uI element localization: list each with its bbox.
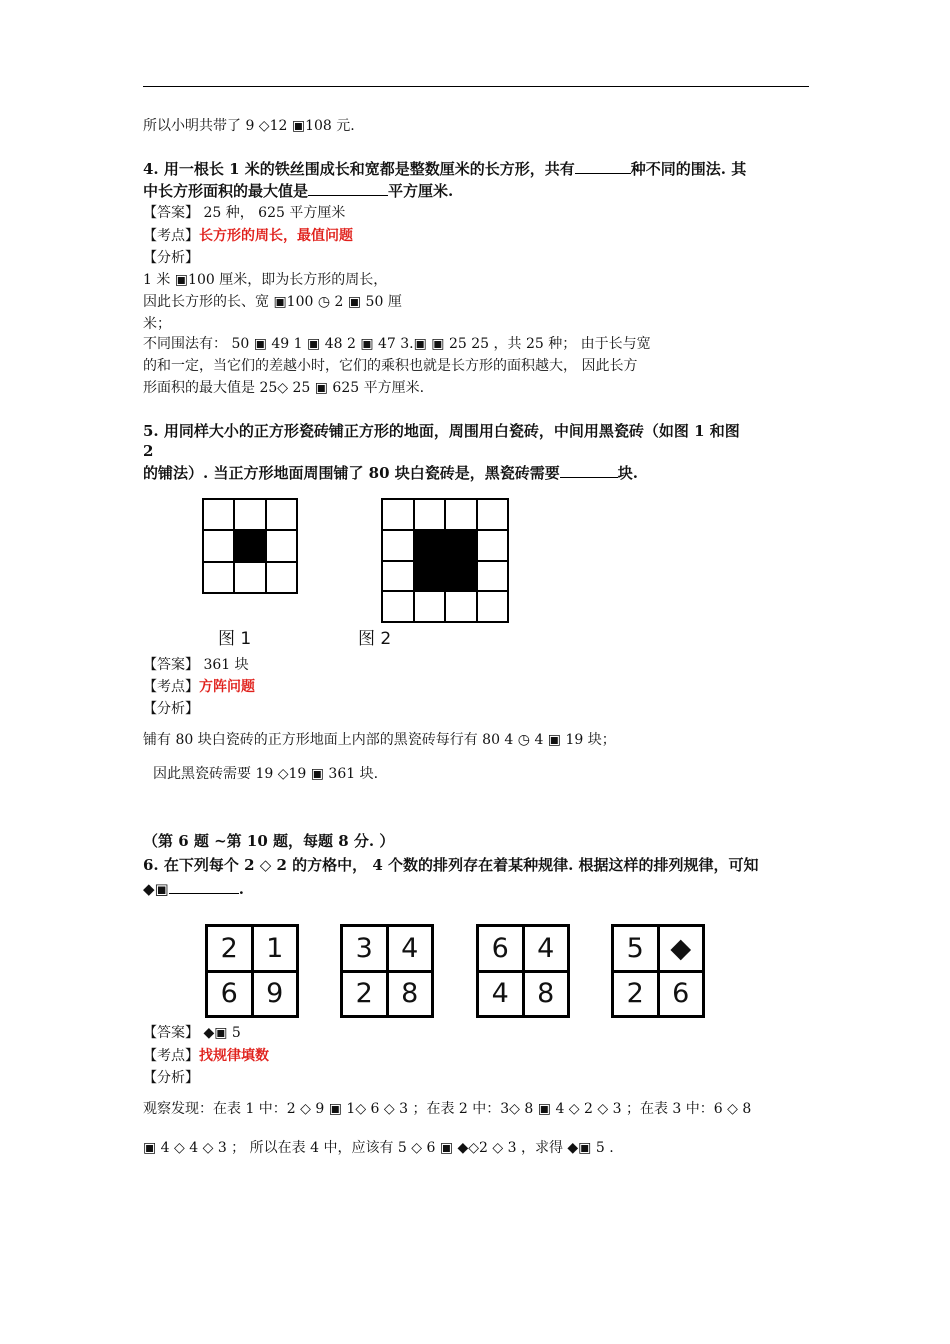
answer-label: 【答案】 (143, 1025, 199, 1041)
answer-label: 【答案】 (143, 205, 199, 221)
white-tile (204, 531, 233, 560)
q5-fenxi-label: 【分析】 (143, 701, 199, 717)
number-table-4 (611, 924, 705, 1018)
figure-2-grid (381, 498, 509, 623)
answer-text: ◆▣ 5 (203, 1025, 241, 1041)
kaodian-label: 【考点】 (143, 679, 199, 695)
q4-text-a: 4. 用一根长 1 米的铁丝围成长和宽都是整数厘米的长方形，共有 (143, 160, 575, 178)
number-table-3 (476, 924, 570, 1018)
q4-blank-1 (575, 159, 631, 174)
white-tile (383, 500, 413, 529)
white-tile (415, 500, 445, 529)
table-cell: 6 (479, 927, 522, 970)
q4-analysis-1: 1 米 ▣100 厘米，即为长方形的周长， (143, 272, 388, 288)
q5-line3 (143, 462, 638, 484)
table-cell: 2 (208, 927, 251, 970)
white-tile (267, 563, 296, 592)
table-cell: 6 (208, 973, 251, 1016)
kaodian-text: 找规律填数 (199, 1048, 269, 1064)
q4-analysis-2: 因此长方形的长、宽 ▣100 ◷ 2 ▣ 50 厘 (143, 294, 402, 310)
white-tile (478, 531, 508, 560)
black-tile (235, 531, 264, 560)
black-tile (446, 531, 476, 560)
answer-text: 25 种， 625 平方厘米 (203, 205, 346, 221)
q5-kaodian (143, 677, 255, 697)
number-table-2 (340, 924, 434, 1018)
figure-2-caption: 图 2 (358, 629, 392, 649)
kaodian-text: 方阵问题 (199, 679, 255, 695)
table-cell: ◆ (660, 927, 703, 970)
white-tile (383, 562, 413, 591)
q6-line2 (143, 878, 244, 900)
q6-text-b: . (238, 880, 244, 898)
q6-line1: 6. 在下列每个 2 ◇ 2 的方格中， 4 个数的排列存在着某种规律. 根据这样的排列规律，可知 (143, 856, 759, 874)
q6-answer (143, 1023, 241, 1043)
table-cell: 1 (254, 927, 297, 970)
white-tile (204, 563, 233, 592)
q4-line2 (143, 180, 453, 202)
q4-analysis-4: 不同围法有： 50 ▣ 49 1 ▣ 48 2 ▣ 47 3.▣ ▣ 25 25 ，共 25 种； 由于长与宽 (143, 336, 651, 352)
white-tile (478, 592, 508, 621)
intro-line: 所以小明共带了 9 ◇12 ▣108 元. (143, 118, 355, 134)
q4-analysis-3: 米； (143, 316, 171, 332)
white-tile (446, 592, 476, 621)
q6-kaodian (143, 1046, 269, 1066)
figure-1-grid (202, 498, 298, 594)
q6-analysis-1: 观察发现：在表 1 中：2 ◇ 9 ▣ 1◇ 6 ◇ 3 ；在表 2 中：3◇ 8 ▣ 4 ◇ 2 ◇ 3 ；在表 3 中：6 ◇ 8 (143, 1101, 752, 1117)
table-cell: 8 (525, 973, 568, 1016)
q4-analysis-6: 形面积的最大值是 25◇ 25 ▣ 625 平方厘米. (143, 380, 425, 396)
q4-analysis-5: 的和一定，当它们的差越小时，它们的乘积也就是长方形的面积越大， 因此长方 (143, 358, 638, 374)
white-tile (383, 531, 413, 560)
q4-line1 (143, 158, 746, 180)
black-tile (446, 562, 476, 591)
q4-text-b: 种不同的围法. 其 (630, 160, 747, 178)
table-cell: 3 (343, 927, 386, 970)
white-tile (235, 500, 264, 529)
white-tile (267, 531, 296, 560)
q4-answer (143, 203, 345, 223)
q5-text-a: 的铺法）. 当正方形地面周围铺了 80 块白瓷砖是，黑瓷砖需要 (143, 464, 560, 482)
kaodian-label: 【考点】 (143, 1048, 199, 1064)
q4-text-c: 中长方形面积的最大值是 (143, 182, 309, 200)
table-cell: 2 (343, 973, 386, 1016)
figure-1-caption: 图 1 (218, 629, 252, 649)
q4-kaodian (143, 226, 353, 246)
white-tile (415, 592, 445, 621)
black-tile (415, 562, 445, 591)
white-tile (383, 592, 413, 621)
q5-blank (560, 463, 618, 478)
q5-text-b: 块. (617, 464, 638, 482)
kaodian-text: 长方形的周长，最值问题 (199, 228, 353, 244)
q4-fenxi-label: 【分析】 (143, 250, 199, 266)
black-tile (415, 531, 445, 560)
q6-fenxi-label: 【分析】 (143, 1070, 199, 1086)
white-tile (478, 562, 508, 591)
white-tile (204, 500, 233, 529)
table-cell: 5 (614, 927, 657, 970)
table-cell: 4 (389, 927, 432, 970)
white-tile (478, 500, 508, 529)
table-cell: 4 (479, 973, 522, 1016)
q5-line2: 2 (143, 442, 154, 460)
q5-analysis-2: 因此黑瓷砖需要 19 ◇19 ▣ 361 块. (153, 766, 379, 782)
table-cell: 8 (389, 973, 432, 1016)
table-cell: 6 (660, 973, 703, 1016)
table-cell: 4 (525, 927, 568, 970)
q6-blank (169, 879, 239, 894)
table-cell: 9 (254, 973, 297, 1016)
q4-blank-2 (308, 181, 388, 196)
header-rule (143, 86, 809, 87)
number-table-1 (205, 924, 299, 1018)
q5-line1: 5. 用同样大小的正方形瓷砖铺正方形的地面，周围用白瓷砖，中间用黑瓷砖（如图 1 和图 (143, 422, 740, 440)
q4-text-d: 平方厘米. (388, 182, 454, 200)
white-tile (446, 500, 476, 529)
section-heading: （第 6 题 ~第 10 题，每题 8 分. ） (143, 832, 395, 850)
white-tile (235, 563, 264, 592)
answer-label: 【答案】 (143, 657, 199, 673)
q5-answer (143, 655, 249, 675)
kaodian-label: 【考点】 (143, 228, 199, 244)
table-cell: 2 (614, 973, 657, 1016)
answer-text: 361 块 (203, 657, 249, 673)
q6-analysis-2: ▣ 4 ◇ 4 ◇ 3 ； 所以在表 4 中，应该有 5 ◇ 6 ▣ ◆◇2 ◇ 3 ，求得 ◆▣ 5 . (143, 1140, 614, 1156)
white-tile (267, 500, 296, 529)
q5-analysis-1: 铺有 80 块白瓷砖的正方形地面上内部的黑瓷砖每行有 80 4 ◷ 4 ▣ 19 块； (143, 732, 616, 748)
q6-text-a: ◆▣ (143, 880, 169, 898)
